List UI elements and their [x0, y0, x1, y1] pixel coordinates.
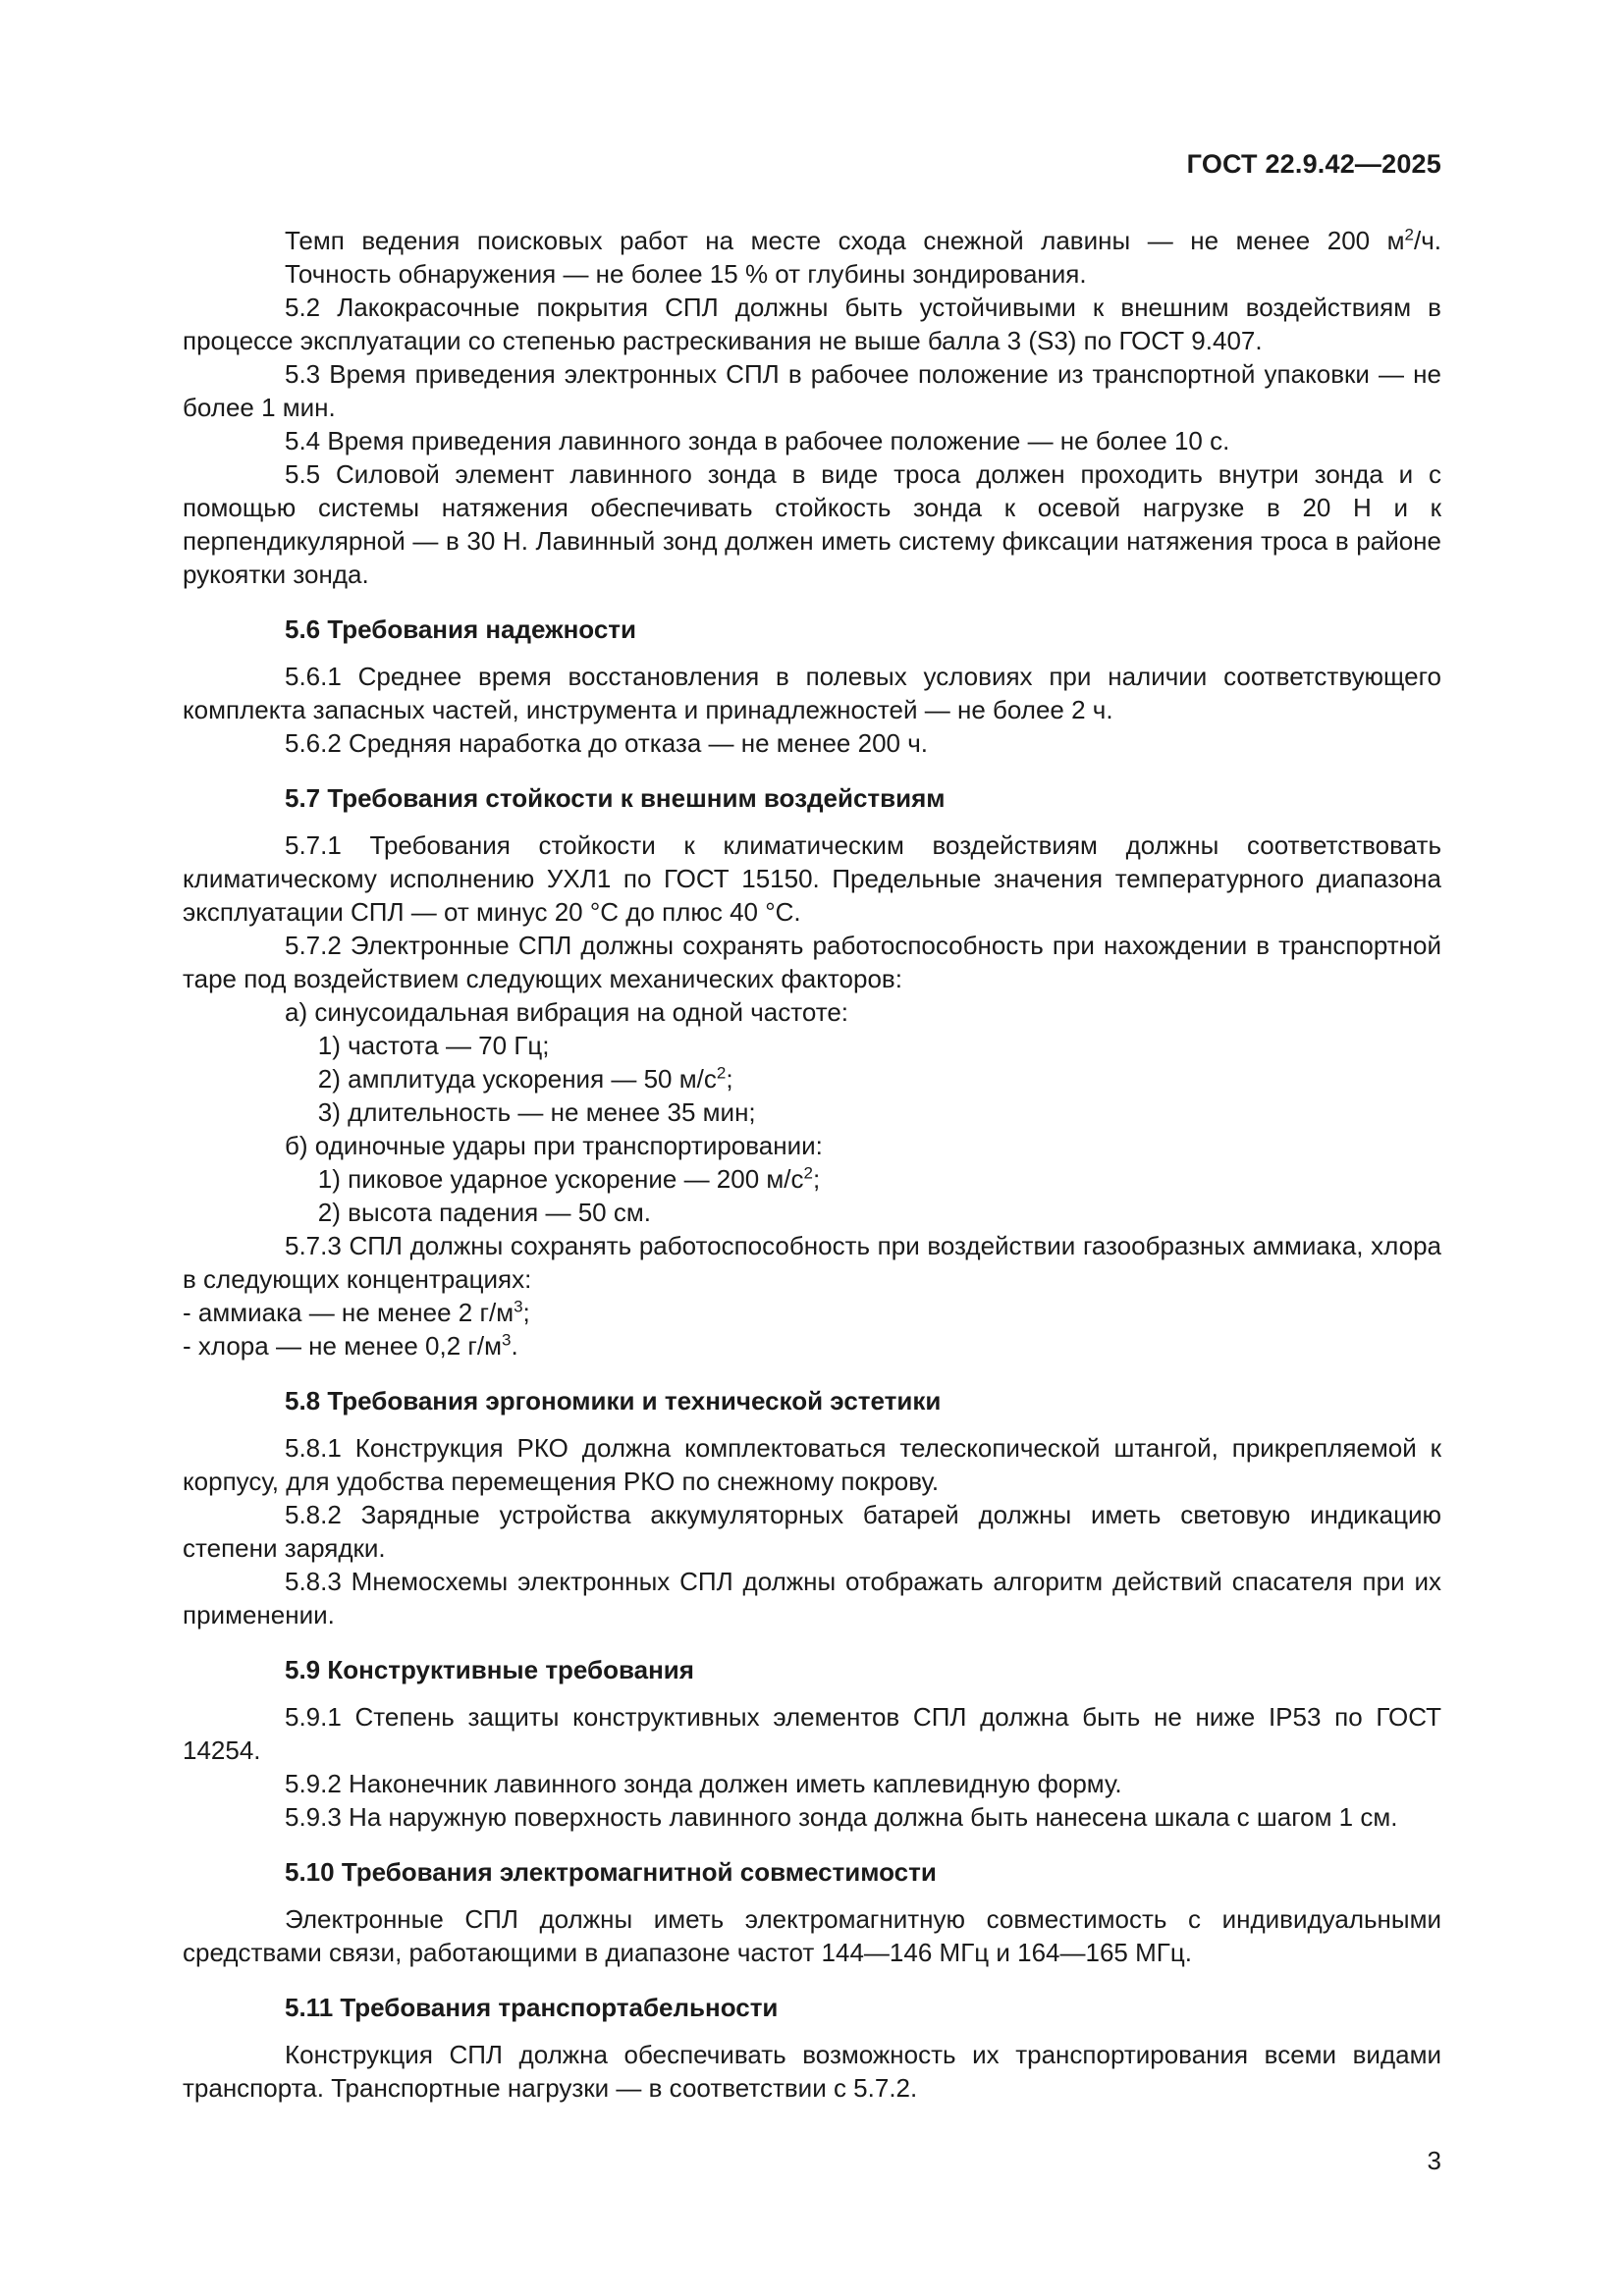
paragraph-5-11: Конструкция СПЛ должна обеспечивать возможность их транспортирования всеми видами транспорта. Транспортные нагрузки — в соответствии с 5.7.2.	[183, 2040, 1441, 2103]
list-item-a1: 1) частота — 70 Гц;	[317, 1031, 550, 1060]
heading-5-7: 5.7 Требования стойкости к внешним воздействиям	[285, 783, 946, 813]
list-item-b1: 1) пиковое ударное ускорение — 200 $м/с^2$;	[317, 1163, 821, 1194]
list-item-ammonia: - аммиака — не менее 2 $г/м^3$;	[183, 1297, 530, 1327]
list-item-a3: 3) длительность — не менее 35 мин;	[317, 1097, 756, 1127]
list-item-chlorine: - хлора — не менее 0,2 $г/м^3$.	[183, 1330, 518, 1361]
heading-5-8: 5.8 Требования эргономики и технической эстетики	[285, 1386, 942, 1415]
list-item-a2: 2) амплитуда ускорения — 50 $м/с^2$;	[317, 1063, 733, 1094]
paragraph-5-9-2: 5.9.2 Наконечник лавинного зонда должен иметь каплевидную форму.	[285, 1769, 1122, 1798]
page-number: 3	[1427, 2146, 1441, 2175]
paragraph-5-9-3: 5.9.3 На наружную поверхность лавинного зонда должна быть нанесена шкала с шагом 1 см.	[285, 1802, 1398, 1832]
document-header: ГОСТ 22.9.42—2025	[1186, 149, 1441, 179]
paragraph-5-7-2: 5.7.2 Электронные СПЛ должны сохранять работоспособность при нахождении в транспортной таре под воздействием следующих механических факторов:	[183, 931, 1441, 993]
heading-5-6: 5.6 Требования надежности	[285, 614, 637, 644]
paragraph-5-7-3: 5.7.3 СПЛ должны сохранять работоспособность при воздействии газообразных аммиака, хлора в следующих концентрациях:	[183, 1231, 1441, 1294]
paragraph-5-3: 5.3 Время приведения электронных СПЛ в рабочее положение из транспортной упаковки — не более 1 мин.	[183, 359, 1441, 422]
paragraph-5-8-1: 5.8.1 Конструкция РКО должна комплектоваться телескопической штангой, прикрепляемой к корпусу, для удобства перемещения РКО по снежному покрову.	[183, 1433, 1441, 1496]
paragraph-search-tempo: Темп ведения поисковых работ на месте схода снежной лавины — не менее 200 $м^2/ч$.	[285, 225, 1441, 255]
heading-5-10: 5.10 Требования электромагнитной совместимости	[285, 1857, 937, 1887]
list-item-b2: 2) высота падения — 50 см.	[317, 1198, 651, 1227]
paragraph-5-4: 5.4 Время приведения лавинного зонда в рабочее положение — не более 10 с.	[285, 426, 1230, 455]
document-body	[183, 224, 1441, 2105]
paragraph-5-10: Электронные СПЛ должны иметь электромагнитную совместимость с индивидуальными средствами связи, работающими в диапазоне частот 144—146 МГц и 164—165 МГц.	[183, 1904, 1441, 1967]
paragraph-5-8-3: 5.8.3 Мнемосхемы электронных СПЛ должны отображать алгоритм действий спасателя при их применении.	[183, 1567, 1441, 1629]
paragraph-accuracy: Точность обнаружения — не более 15 % от глубины зондирования.	[285, 259, 1087, 289]
paragraph-5-8-2: 5.8.2 Зарядные устройства аккумуляторных батарей должны иметь световую индикацию степени зарядки.	[183, 1500, 1441, 1563]
paragraph-5-2: 5.2 Лакокрасочные покрытия СПЛ должны быть устойчивыми к внешним воздействиям в процессе эксплуатации со степенью растрескивания не выше балла 3 (S3) по ГОСТ 9.407.	[183, 293, 1441, 355]
paragraph-5-5: 5.5 Силовой элемент лавинного зонда в виде троса должен проходить внутри зонда и с помощью системы натяжения обеспечивать стойкость зонда к осевой нагрузке в 20 Н и к перпендикулярной — в 30 Н. Лавинный зонд должен иметь систему фиксации натяжения троса в районе рукоятки зонда.	[183, 459, 1441, 589]
list-item-a: а) синусоидальная вибрация на одной частоте:	[285, 997, 849, 1027]
heading-5-9: 5.9 Конструктивные требования	[285, 1655, 694, 1684]
paragraph-5-9-1: 5.9.1 Степень защиты конструктивных элементов СПЛ должна быть не ниже IP53 по ГОСТ 14254.	[183, 1702, 1441, 1765]
list-item-b: б) одиночные удары при транспортировании:	[285, 1131, 823, 1160]
heading-5-11: 5.11 Требования транспортабельности	[285, 1993, 779, 2022]
paragraph-5-7-1: 5.7.1 Требования стойкости к климатическим воздействиям должны соответствовать климатическому исполнению УХЛ1 по ГОСТ 15150. Предельные значения температурного диапазона эксплуатации СПЛ — от минус 20 °С до плюс 40 °С.	[183, 830, 1441, 927]
paragraph-5-6-1: 5.6.1 Среднее время восстановления в полевых условиях при наличии соответствующего комплекта запасных частей, инструмента и принадлежностей — не более 2 ч.	[183, 662, 1441, 724]
paragraph-5-6-2: 5.6.2 Средняя наработка до отказа — не менее 200 ч.	[285, 728, 928, 758]
